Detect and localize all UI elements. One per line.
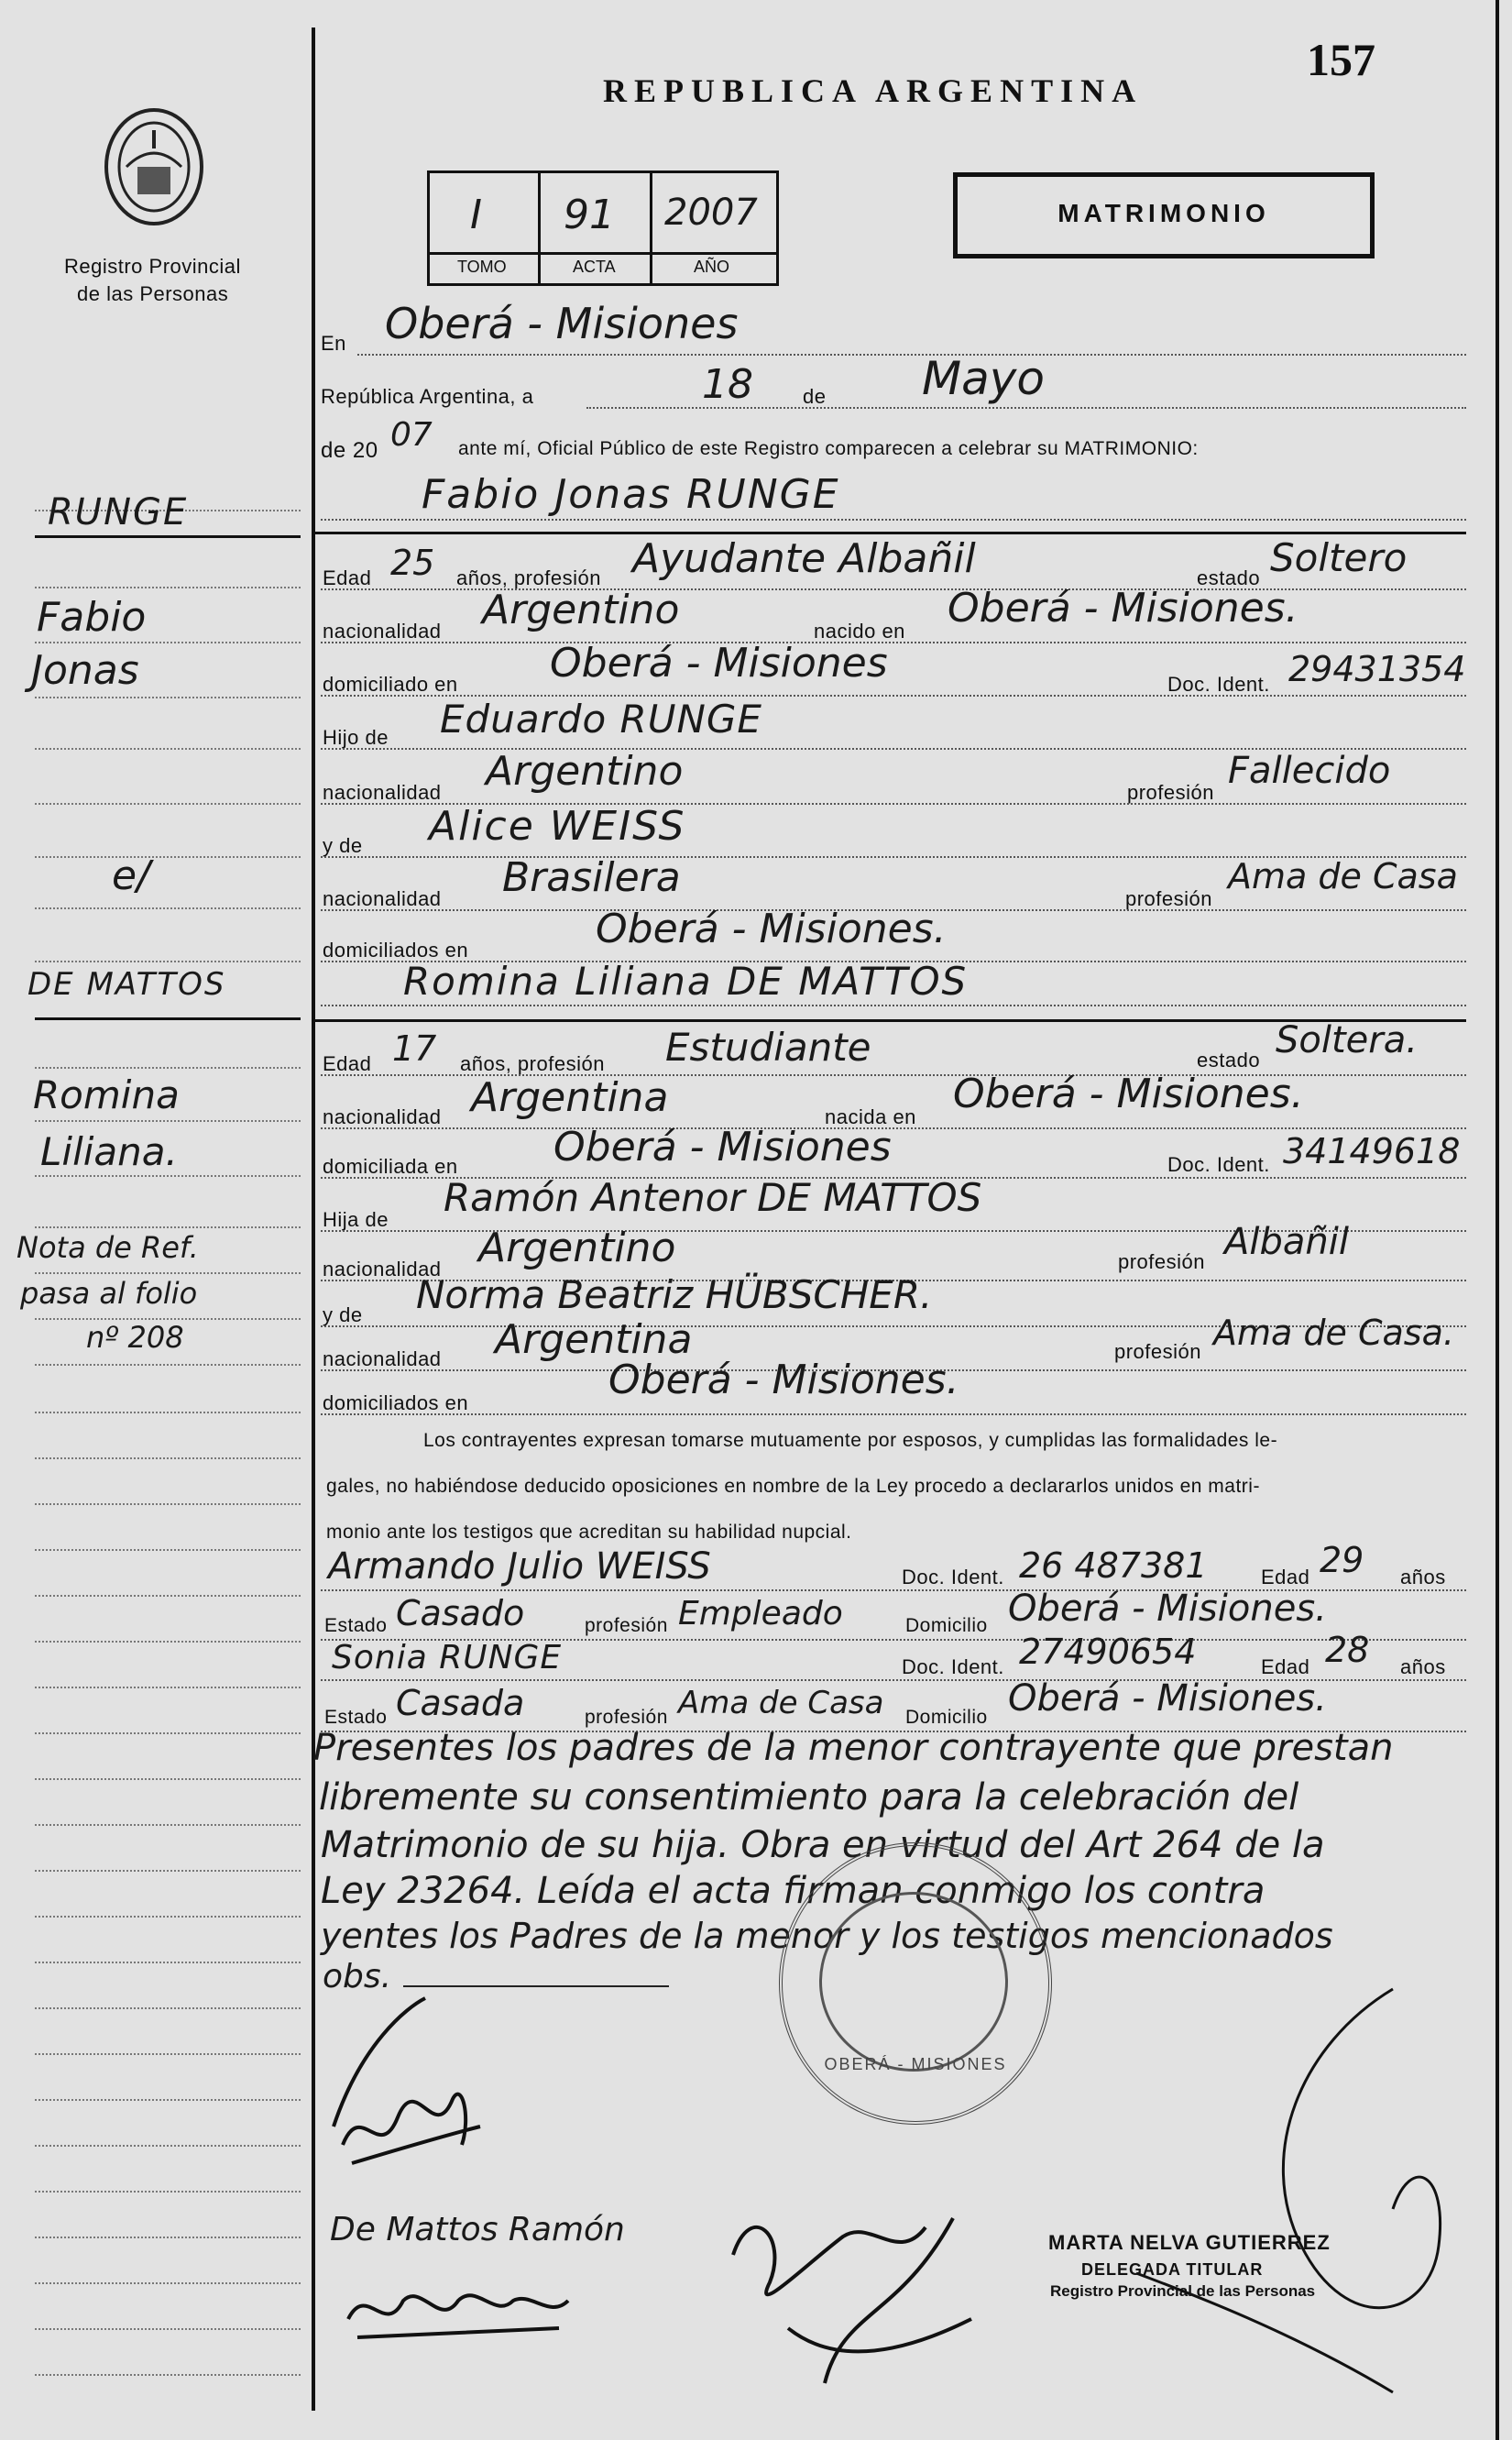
groom-father-profession: Fallecido xyxy=(1228,750,1391,792)
witness-signature xyxy=(339,2264,577,2347)
en-label: En xyxy=(321,332,346,355)
bride-signature xyxy=(715,2182,990,2402)
acta-label: ACTA xyxy=(573,258,616,276)
witness1-doc-label: Doc. Ident. xyxy=(902,1566,1004,1588)
record-reference-box xyxy=(427,170,779,286)
groom-nacionalidad-label: nacionalidad xyxy=(323,620,442,643)
bride-age: 17 xyxy=(392,1028,437,1069)
observation-line5: yentes los Padres de la menor y los testigos mencionados xyxy=(321,1916,1333,1956)
ante-text: ante mí, Oficial Público de este Registro comparecen a celebrar su MATRIMONIO: xyxy=(458,438,1199,459)
observation-line2: libremente su consentimiento para la celebración del xyxy=(319,1776,1299,1819)
groom-estado: Soltero xyxy=(1270,535,1408,580)
witness2-profesion-label: profesión xyxy=(585,1707,668,1728)
seal-text: OBERÁ - MISIONES xyxy=(824,2055,1007,2073)
year-suffix: 07 xyxy=(390,416,433,454)
bride-nacionalidad-label: nacionalidad xyxy=(323,1105,442,1128)
witness2-estado: Casada xyxy=(396,1683,525,1723)
groom-father-nationality: Argentino xyxy=(486,748,684,795)
margin-note-line1: Nota de Ref. xyxy=(16,1230,199,1265)
witness2-profession: Ama de Casa xyxy=(678,1685,884,1721)
groom-mother-prof-label: profesión xyxy=(1125,887,1213,910)
bride-domiciliada-label: domiciliada en xyxy=(323,1155,458,1178)
groom-full-name: Fabio Jonas RUNGE xyxy=(422,471,840,518)
registry-name-line2: de las Personas xyxy=(77,282,229,305)
groom-nacido-label: nacido en xyxy=(814,620,905,643)
witness1-profesion-label: profesión xyxy=(585,1615,668,1636)
declaration-line1: Los contrayentes expresan tomarse mutuamente por esposos, y cumplidas las formalidades le- xyxy=(423,1430,1278,1451)
bride-doc: 34149618 xyxy=(1283,1131,1461,1171)
right-border xyxy=(1496,0,1499,2440)
witness2-name: Sonia RUNGE xyxy=(332,1639,563,1676)
bride-mother-nationality: Argentina xyxy=(495,1316,693,1363)
witness2-age: 28 xyxy=(1325,1630,1370,1670)
ano-label: AÑO xyxy=(694,258,730,276)
groom-father: Eduardo RUNGE xyxy=(440,697,762,742)
bride-birthplace: Oberá - Misiones. xyxy=(953,1071,1304,1117)
bride-father-label: Hija de xyxy=(323,1208,389,1231)
official-name: MARTA NELVA GUTIERREZ xyxy=(1048,2231,1331,2254)
groom-nationality: Argentino xyxy=(482,587,680,633)
groom-mother-nationality: Brasilera xyxy=(502,854,681,901)
groom-age: 25 xyxy=(390,543,435,583)
witness1-estado-label: Estado xyxy=(324,1615,388,1636)
witness2-estado-label: Estado xyxy=(324,1707,388,1728)
groom-anos-profesion-label: años, profesión xyxy=(456,566,601,589)
groom-parents-dom-label: domiciliados en xyxy=(323,939,469,962)
tomo-value: I xyxy=(470,192,482,238)
witness1-profession: Empleado xyxy=(678,1595,843,1632)
margin-groom-name1: Fabio xyxy=(37,594,147,641)
groom-doc-label: Doc. Ident. xyxy=(1167,673,1270,696)
witness2-doc-label: Doc. Ident. xyxy=(902,1655,1004,1678)
groom-signature xyxy=(324,1989,489,2172)
bride-doc-label: Doc. Ident. xyxy=(1167,1153,1270,1176)
margin-bride-name2: Liliana. xyxy=(40,1129,178,1174)
witness1-name: Armando Julio WEISS xyxy=(328,1545,711,1588)
groom-mother-profession: Ama de Casa xyxy=(1228,856,1458,896)
provincial-coat-of-arms xyxy=(99,103,209,231)
official-title: DELEGADA TITULAR xyxy=(1081,2260,1264,2279)
groom-domicile: Oberá - Misiones xyxy=(550,640,888,687)
bride-mother-label: y de xyxy=(323,1303,363,1326)
witness1-doc: 26 487381 xyxy=(1019,1545,1208,1586)
witness1-anos-label: años xyxy=(1400,1566,1446,1588)
margin-divider xyxy=(312,27,315,2411)
groom-section-divider xyxy=(315,532,1466,534)
year-prefix: de 20 xyxy=(321,438,378,463)
country-title: REPUBLICA ARGENTINA xyxy=(603,72,1144,109)
bride-nacida-label: nacida en xyxy=(825,1105,916,1128)
bride-father-profession: Albañil xyxy=(1224,1221,1349,1263)
witness2-doc: 27490654 xyxy=(1019,1632,1197,1672)
groom-doc: 29431354 xyxy=(1288,649,1466,689)
bride-mother-nat-label: nacionalidad xyxy=(323,1347,442,1370)
bride-parents-dom-label: domiciliados en xyxy=(323,1391,469,1414)
parent-signature: De Mattos Ramón xyxy=(330,2211,625,2248)
margin-bride-surname: DE MATTOS xyxy=(27,966,226,1003)
bride-father-nationality: Argentino xyxy=(478,1225,676,1271)
margin-connector: e/ xyxy=(112,852,150,899)
bride-father-nat-label: nacionalidad xyxy=(323,1258,442,1280)
witness2-anos-label: años xyxy=(1400,1655,1446,1678)
page-number: 157 xyxy=(1307,34,1375,85)
groom-father-nat-label: nacionalidad xyxy=(323,781,442,804)
margin-bride-name1: Romina xyxy=(33,1072,180,1117)
registry-name-line1: Registro Provincial xyxy=(64,255,241,278)
witness1-edad-label: Edad xyxy=(1261,1566,1310,1588)
bride-estado-label: estado xyxy=(1197,1049,1261,1072)
bride-parents-domicile: Oberá - Misiones. xyxy=(608,1357,959,1403)
groom-edad-label: Edad xyxy=(323,566,372,589)
observation-line3: Matrimonio de su hija. Obra en virtud del Art 264 de la xyxy=(321,1824,1325,1866)
official-office: Registro Provincial de las Personas xyxy=(1050,2282,1316,2300)
month-value: Mayo xyxy=(922,352,1045,405)
de-label: de xyxy=(803,385,827,408)
witness1-age: 29 xyxy=(1320,1540,1364,1580)
groom-father-prof-label: profesión xyxy=(1127,781,1215,804)
margin-groom-surname: RUNGE xyxy=(48,491,189,533)
groom-estado-label: estado xyxy=(1197,566,1261,589)
witness1-domicilio-label: Domicilio xyxy=(905,1615,988,1636)
record-type-box xyxy=(953,172,1375,258)
bride-domicile: Oberá - Misiones xyxy=(553,1124,892,1171)
margin-groom-name2: Jonas xyxy=(31,647,139,694)
bride-profession: Estudiante xyxy=(665,1025,871,1070)
ano-value: 2007 xyxy=(664,192,758,234)
official-signature xyxy=(1118,1971,1466,2411)
bride-mother-prof-label: profesión xyxy=(1114,1340,1202,1363)
groom-birthplace: Oberá - Misiones. xyxy=(948,585,1298,632)
bride-nationality: Argentina xyxy=(471,1074,669,1121)
groom-father-label: Hijo de xyxy=(323,726,389,749)
day-value: 18 xyxy=(702,361,753,408)
groom-parents-domicile: Oberá - Misiones. xyxy=(596,906,947,952)
groom-profession: Ayudante Albañil xyxy=(632,535,976,582)
bride-anos-profesion-label: años, profesión xyxy=(460,1052,605,1075)
bride-full-name: Romina Liliana DE MATTOS xyxy=(403,959,969,1004)
witness1-estado: Casado xyxy=(396,1593,525,1633)
groom-domiciliado-label: domiciliado en xyxy=(323,673,458,696)
declaration-line2: gales, no habiéndose deducido oposiciones en nombre de la Ley procedo a declararlos unidos en matri- xyxy=(326,1476,1260,1497)
observation-line4: Ley 23264. Leída el acta firman conmigo los contra xyxy=(321,1870,1265,1912)
groom-mother-nat-label: nacionalidad xyxy=(323,887,442,910)
margin-note-line3: nº 208 xyxy=(86,1320,184,1355)
bride-estado: Soltera. xyxy=(1276,1019,1418,1061)
bride-mother-profession: Ama de Casa. xyxy=(1213,1313,1454,1353)
observation-line1: Presentes los padres de la menor contrayente que prestan xyxy=(313,1727,1394,1769)
official-seal xyxy=(779,1842,1052,2125)
tomo-label: TOMO xyxy=(457,258,507,276)
witness2-edad-label: Edad xyxy=(1261,1655,1310,1678)
declaration-line3: monio ante los testigos que acreditan su habilidad nupcial. xyxy=(326,1522,852,1543)
witness2-domicile: Oberá - Misiones. xyxy=(1008,1677,1327,1720)
bride-edad-label: Edad xyxy=(323,1052,372,1075)
republic-label: República Argentina, a xyxy=(321,385,534,408)
groom-mother: Alice WEISS xyxy=(429,803,686,850)
place-value: Oberá - Misiones xyxy=(385,299,739,348)
record-type-label: MATRIMONIO xyxy=(1057,199,1270,227)
bride-father: Ramón Antenor DE MATTOS xyxy=(444,1175,982,1220)
acta-value: 91 xyxy=(564,192,615,238)
witness1-domicile: Oberá - Misiones. xyxy=(1008,1588,1327,1630)
witness2-domicilio-label: Domicilio xyxy=(905,1707,988,1728)
observation-line6: obs. xyxy=(323,1958,392,1995)
bride-father-prof-label: profesión xyxy=(1118,1250,1206,1273)
bride-mother: Norma Beatriz HÜBSCHER. xyxy=(416,1272,933,1317)
margin-note-line2: pasa al folio xyxy=(20,1276,198,1311)
groom-mother-label: y de xyxy=(323,834,363,857)
